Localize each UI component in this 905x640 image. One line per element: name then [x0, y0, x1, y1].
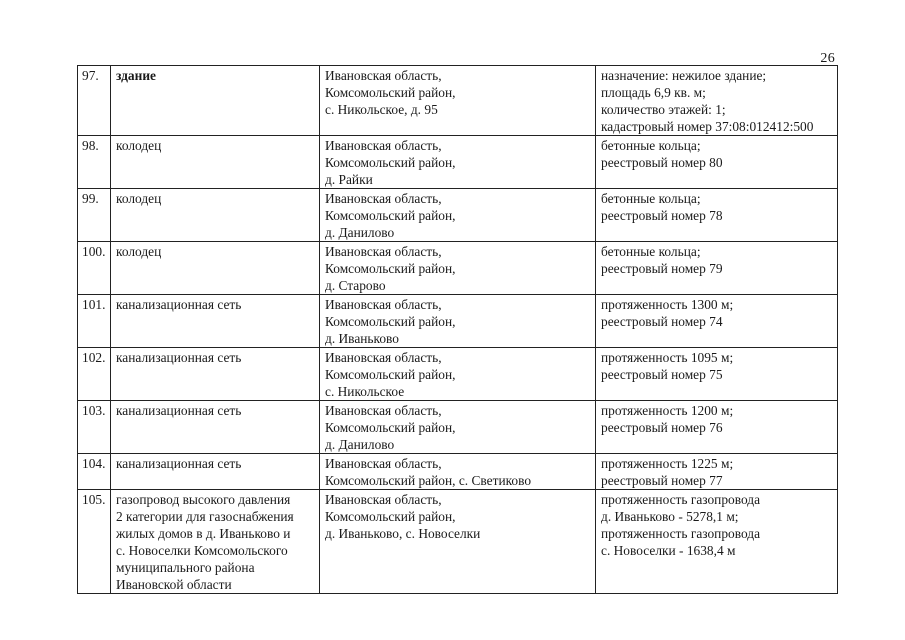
row-number: 100. [78, 242, 111, 295]
object-name: здание [111, 66, 320, 136]
row-number: 104. [78, 454, 111, 490]
row-number: 102. [78, 348, 111, 401]
row-number: 99. [78, 189, 111, 242]
table-row [78, 401, 838, 454]
object-details: протяженность 1200 м; реестровый номер 76 [596, 401, 838, 454]
object-details: протяженность 1095 м; реестровый номер 75 [596, 348, 838, 401]
table-row [78, 136, 838, 189]
object-details: бетонные кольца; реестровый номер 80 [596, 136, 838, 189]
object-details: протяженность 1225 м; реестровый номер 77 [596, 454, 838, 490]
table-row [78, 348, 838, 401]
object-location: Ивановская область, Комсомольский район, д. Данилово [320, 189, 596, 242]
row-number: 98. [78, 136, 111, 189]
object-location: Ивановская область, Комсомольский район, д. Старово [320, 242, 596, 295]
object-details: бетонные кольца; реестровый номер 79 [596, 242, 838, 295]
table-row [78, 242, 838, 295]
object-details: бетонные кольца; реестровый номер 78 [596, 189, 838, 242]
table-row [78, 66, 838, 136]
table-row [78, 490, 838, 594]
table-row [78, 295, 838, 348]
object-name: газопровод высокого давления 2 категории для газоснабжения жилых домов в д. Иваньково и с. Новоселки Комсомольского муниципального района Ивановской области [111, 490, 320, 594]
object-details: назначение: нежилое здание; площадь 6,9 кв. м; количество этажей: 1; кадастровый номер 37:08:012412:500 [596, 66, 838, 136]
object-location: Ивановская область, Комсомольский район, д. Иваньково, с. Новоселки [320, 490, 596, 594]
property-table [77, 65, 838, 594]
row-number: 101. [78, 295, 111, 348]
row-number: 97. [78, 66, 111, 136]
row-number: 105. [78, 490, 111, 594]
object-location: Ивановская область, Комсомольский район, д. Данилово [320, 401, 596, 454]
object-details: протяженность газопровода д. Иваньково - 5278,1 м; протяженность газопровода с. Новоселки - 1638,4 м [596, 490, 838, 594]
object-name: канализационная сеть [111, 454, 320, 490]
page-number: 26 [820, 51, 835, 66]
table-row [78, 454, 838, 490]
object-name: канализационная сеть [111, 348, 320, 401]
object-details: протяженность 1300 м; реестровый номер 74 [596, 295, 838, 348]
row-number: 103. [78, 401, 111, 454]
object-location: Ивановская область, Комсомольский район, д. Иваньково [320, 295, 596, 348]
object-name: канализационная сеть [111, 401, 320, 454]
object-location: Ивановская область, Комсомольский район, с. Светиково [320, 454, 596, 490]
object-name: канализационная сеть [111, 295, 320, 348]
object-location: Ивановская область, Комсомольский район, д. Райки [320, 136, 596, 189]
table-row [78, 189, 838, 242]
object-name: колодец [111, 189, 320, 242]
object-name: колодец [111, 136, 320, 189]
object-name: колодец [111, 242, 320, 295]
object-location: Ивановская область, Комсомольский район, с. Никольское, д. 95 [320, 66, 596, 136]
object-location: Ивановская область, Комсомольский район, с. Никольское [320, 348, 596, 401]
